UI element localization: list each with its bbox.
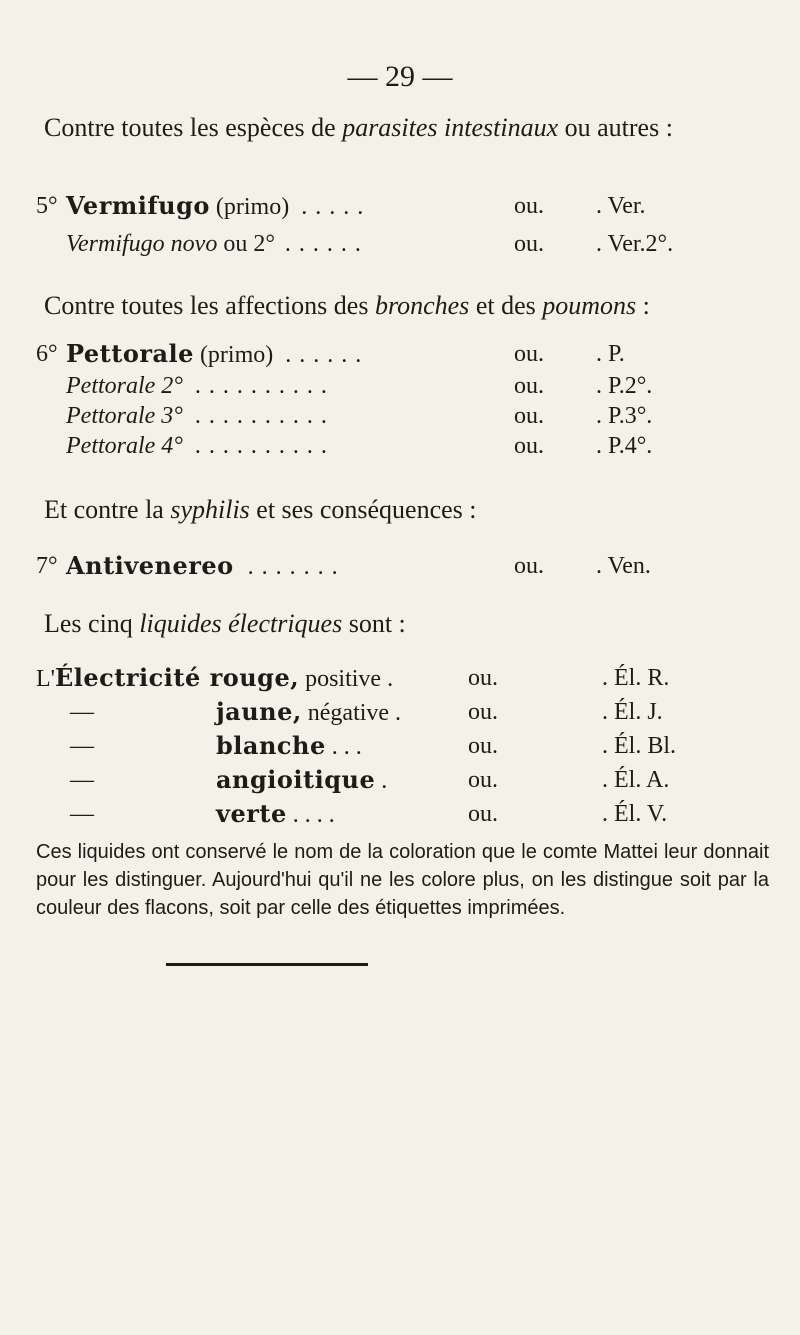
remedy-name-line: Pettorale (primo) ...... [66, 339, 370, 368]
ou-label: ou. [468, 801, 498, 827]
dash-mark: — [70, 733, 94, 759]
remedy-name-line: Pettorale 4° .......... [66, 433, 335, 459]
remedy-code: . P.3°. [596, 403, 653, 429]
remedy-code: . Ven. [596, 553, 651, 579]
section-heading-bronches: Contre toutes les affections des bronches et des poumons : [44, 291, 650, 320]
entry-number: 6° [36, 341, 58, 367]
electric-entry [36, 728, 776, 764]
remedy-entry [36, 226, 776, 262]
ou-label: ou. [514, 341, 544, 367]
remedy-code: . P. [596, 341, 625, 367]
remedy-name-line: Vermifugo novo ou 2° ...... [66, 231, 369, 257]
electric-entry [36, 660, 776, 696]
ou-label: ou. [468, 767, 498, 793]
electric-name-line: L'Électricité rouge, positive . [36, 663, 394, 692]
remedy-code: . Ver. [596, 193, 646, 219]
horizontal-rule [166, 963, 368, 966]
electric-entry [36, 796, 776, 832]
electric-entry [36, 694, 776, 730]
ou-label: ou. [514, 553, 544, 579]
section-heading-liquides: Les cinq liquides électriques sont : [44, 609, 406, 638]
dash-mark: — [70, 699, 94, 725]
remedy-code: . P.2°. [596, 373, 653, 399]
ou-label: ou. [468, 665, 498, 691]
ou-label: ou. [468, 699, 498, 725]
section-heading-syphilis: Et contre la syphilis et ses conséquences : [44, 495, 477, 524]
ou-label: ou. [514, 193, 544, 219]
electric-entry [36, 762, 776, 798]
remedy-entry [36, 428, 776, 464]
remedy-entry [36, 336, 776, 372]
entry-number: 7° [36, 553, 58, 579]
electric-name-line: verte . . . . [216, 799, 335, 828]
page-number: — 29 — [347, 60, 453, 93]
electric-code: . Él. J. [602, 699, 663, 725]
ou-label: ou. [514, 433, 544, 459]
ou-label: ou. [514, 231, 544, 257]
remedy-entry [36, 548, 776, 584]
electric-code: . Él. A. [602, 767, 670, 793]
ou-label: ou. [468, 733, 498, 759]
dash-mark: — [70, 801, 94, 827]
remedy-name-line: Pettorale 3° .......... [66, 403, 335, 429]
electric-name-line: angioitique . [216, 765, 388, 794]
remedy-name-line: Vermifugo (primo) ..... [66, 191, 372, 220]
electric-code: . Él. V. [602, 801, 668, 827]
dash-mark: — [70, 767, 94, 793]
ou-label: ou. [514, 373, 544, 399]
section-heading-parasites: Contre toutes les espèces de parasites intestinaux ou autres : [44, 113, 673, 142]
remedy-code: . Ver.2°. [596, 231, 674, 257]
electric-name-line: jaune, négative . [216, 697, 402, 726]
ou-label: ou. [514, 403, 544, 429]
footnote: Ces liquides ont conservé le nom de la coloration que le comte Mattei leur donnait pour les distinguer. Aujourd'hui qu'il ne les colore plus, on les distingue soit par la couleur des flacons, soit par celle des étiquettes imprimées. [36, 841, 769, 919]
remedy-code: . P.4°. [596, 433, 653, 459]
electric-name-line: blanche . . . [216, 731, 362, 760]
remedy-name-line: Pettorale 2° .......... [66, 373, 335, 399]
entry-number: 5° [36, 193, 58, 219]
electric-code: . Él. R. [602, 665, 670, 691]
electric-code: . Él. Bl. [602, 733, 677, 759]
remedy-entry [36, 188, 776, 224]
remedy-name-line: Antivenereo ....... [66, 551, 346, 580]
